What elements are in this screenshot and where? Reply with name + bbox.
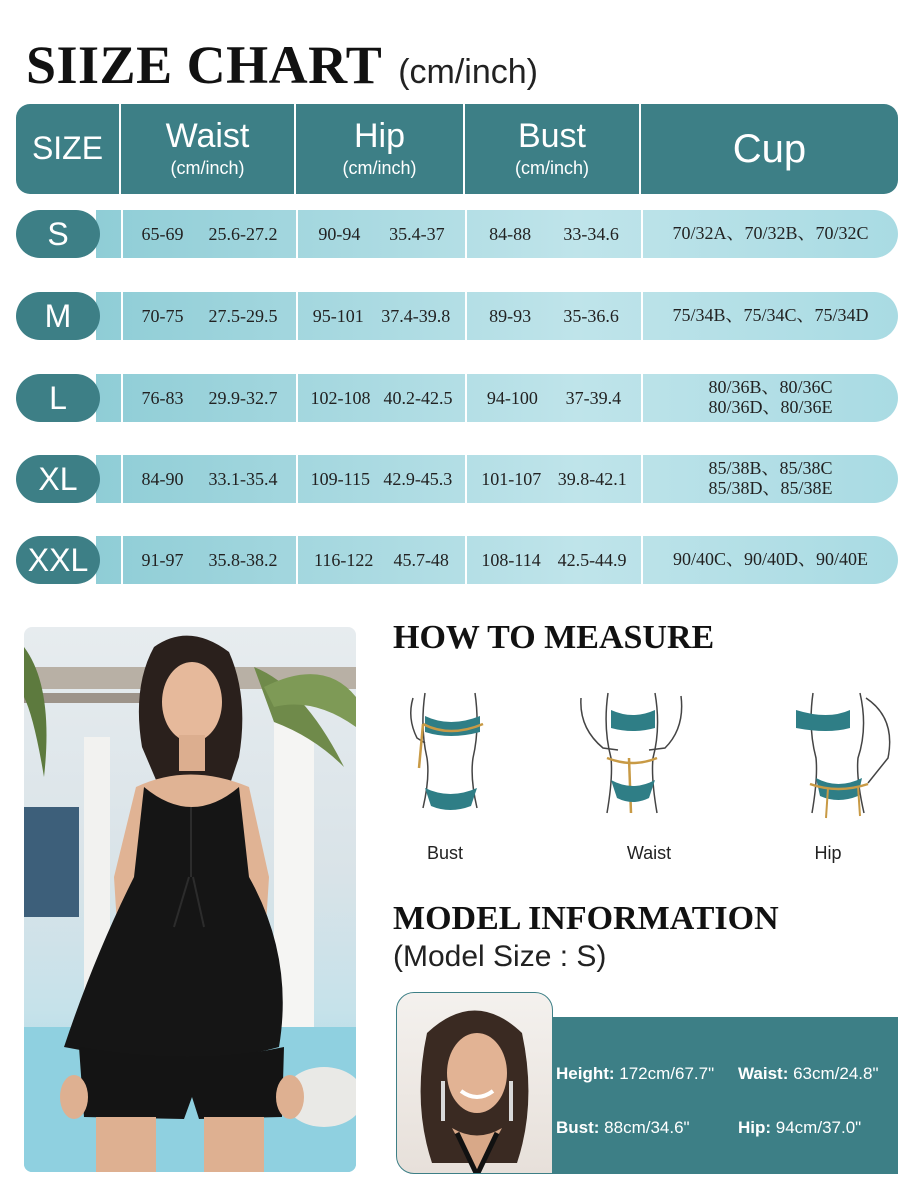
- cup-cell: [641, 210, 898, 258]
- model-hip: [738, 1118, 861, 1138]
- model-bust: [556, 1118, 690, 1138]
- hip-inch: 40.2-42.5: [383, 387, 453, 408]
- size-badge: M: [16, 292, 100, 340]
- size-badge: S: [16, 210, 100, 258]
- page-title-unit: (cm/inch): [398, 53, 539, 91]
- hip-cell: [296, 536, 465, 584]
- cup-line-1: 80/36B、80/36C: [708, 377, 833, 398]
- header-cup-label: Cup: [732, 127, 807, 171]
- model-photo: [24, 627, 356, 1172]
- hip-label: Hip: [814, 843, 842, 863]
- hip-cell: [296, 455, 465, 503]
- hip-inch: 45.7-48: [393, 549, 449, 570]
- waist-cm: 70-75: [141, 305, 184, 326]
- waist-measure-icon: [573, 688, 688, 828]
- waist-info-label: Waist:: [738, 1064, 789, 1083]
- hip-info-label: Hip:: [738, 1118, 772, 1137]
- waist-cell: [121, 210, 296, 258]
- cup-cell: [641, 536, 898, 584]
- bust-inch: 37-39.4: [565, 387, 622, 408]
- size-row-m: [16, 292, 898, 340]
- header-bust: [465, 104, 641, 194]
- waist-inch: 33.1-35.4: [208, 468, 278, 489]
- bust-inch: 33-34.6: [563, 223, 619, 244]
- height-value: 172cm/67.7": [614, 1064, 715, 1083]
- waist-inch: 27.5-29.5: [208, 305, 278, 326]
- bust-cm: 89-93: [489, 305, 532, 326]
- hip-cell: [296, 210, 465, 258]
- size-row-xl: [16, 455, 898, 503]
- waist-cm: 84-90: [141, 468, 184, 489]
- hip-cm: 116-122: [314, 549, 374, 570]
- model-headshot: [396, 992, 553, 1174]
- waist-cm: 76-83: [141, 387, 184, 408]
- hip-inch: 42.9-45.3: [383, 468, 453, 489]
- bust-cm: 94-100: [486, 387, 538, 408]
- size-badge: L: [16, 374, 100, 422]
- bust-info-label: Bust:: [556, 1118, 600, 1137]
- size-badge: XL: [16, 455, 100, 503]
- hip-cm: 95-101: [312, 305, 364, 326]
- cup-cell: [641, 374, 898, 422]
- bust-cm: 84-88: [489, 223, 532, 244]
- hip-inch: 37.4-39.8: [381, 305, 451, 326]
- cup-line-2: 85/38D、85/38E: [708, 478, 833, 498]
- header-hip-unit: (cm/inch): [342, 158, 417, 179]
- bust-cell: [465, 374, 641, 422]
- size-badge: XXL: [16, 536, 100, 584]
- cup-cell: [641, 292, 898, 340]
- hip-cell: [296, 374, 465, 422]
- hip-inch: 35.4-37: [389, 223, 445, 244]
- header-hip-label: Hip: [353, 116, 406, 155]
- waist-cell: [121, 374, 296, 422]
- bust-cell: [465, 292, 641, 340]
- waist-cm: 65-69: [141, 223, 184, 244]
- waist-inch: 29.9-32.7: [208, 387, 278, 408]
- waist-cm: 91-97: [141, 549, 184, 570]
- waist-inch: 35.8-38.2: [208, 549, 278, 570]
- size-row-xxl: [16, 536, 898, 584]
- waist-cell: [121, 292, 296, 340]
- hip-cm: 109-115: [310, 468, 370, 489]
- bust-info-value: 88cm/34.6": [599, 1118, 690, 1137]
- waist-info-value: 63cm/24.8": [788, 1064, 879, 1083]
- how-to-measure-heading: HOW TO MEASURE: [393, 619, 715, 656]
- model-waist: [738, 1064, 879, 1084]
- page-title: SIIZE CHART: [26, 35, 383, 95]
- waist-label: Waist: [626, 843, 672, 863]
- size-table-header: [16, 104, 898, 194]
- cup-line-2: 80/36D、80/36E: [708, 397, 833, 417]
- bust-cm: 101-107: [481, 468, 542, 489]
- size-row-l: [16, 374, 898, 422]
- chart-title-block: [26, 34, 538, 96]
- bust-cm: 108-114: [481, 549, 541, 570]
- bust-inch: 42.5-44.9: [557, 549, 627, 570]
- bust-inch: 39.8-42.1: [557, 468, 627, 489]
- header-waist: [121, 104, 296, 194]
- hip-cell: [296, 292, 465, 340]
- bust-cell: [465, 210, 641, 258]
- bust-measure-icon: [395, 688, 505, 828]
- bust-cell: [465, 536, 641, 584]
- bust-inch: 35-36.6: [563, 305, 619, 326]
- cup-cell: [641, 455, 898, 503]
- header-size-label: SIZE: [31, 130, 104, 167]
- waist-cell: [121, 536, 296, 584]
- header-waist-label: Waist: [165, 116, 250, 155]
- hip-info-value: 94cm/37.0": [771, 1118, 862, 1137]
- model-size-subtitle: (Model Size : S): [393, 940, 607, 973]
- header-hip: [296, 104, 465, 194]
- model-illustration: [24, 627, 356, 1172]
- hip-cm: 102-108: [310, 387, 371, 408]
- waist-cell: [121, 455, 296, 503]
- model-height: [556, 1064, 714, 1084]
- header-cup: [641, 104, 898, 194]
- cup-line-1: 85/38B、85/38C: [708, 458, 833, 479]
- hip-cm: 90-94: [318, 223, 361, 244]
- header-size: [16, 104, 121, 194]
- cup-line-1: 70/32A、70/32B、70/32C: [672, 223, 869, 244]
- height-label: Height:: [556, 1064, 615, 1083]
- hip-measure-icon: [788, 688, 903, 828]
- header-waist-unit: (cm/inch): [170, 158, 245, 179]
- cup-line-1: 90/40C、90/40D、90/40E: [672, 549, 868, 570]
- headshot-illustration: [397, 993, 553, 1174]
- waist-inch: 25.6-27.2: [208, 223, 278, 244]
- size-row-s: [16, 210, 898, 258]
- header-bust-unit: (cm/inch): [514, 158, 589, 179]
- cup-line-1: 75/34B、75/34C、75/34D: [672, 305, 869, 326]
- bust-cell: [465, 455, 641, 503]
- model-information-heading: MODEL INFORMATION: [393, 900, 779, 937]
- bust-label: Bust: [426, 843, 464, 863]
- header-bust-label: Bust: [517, 116, 587, 155]
